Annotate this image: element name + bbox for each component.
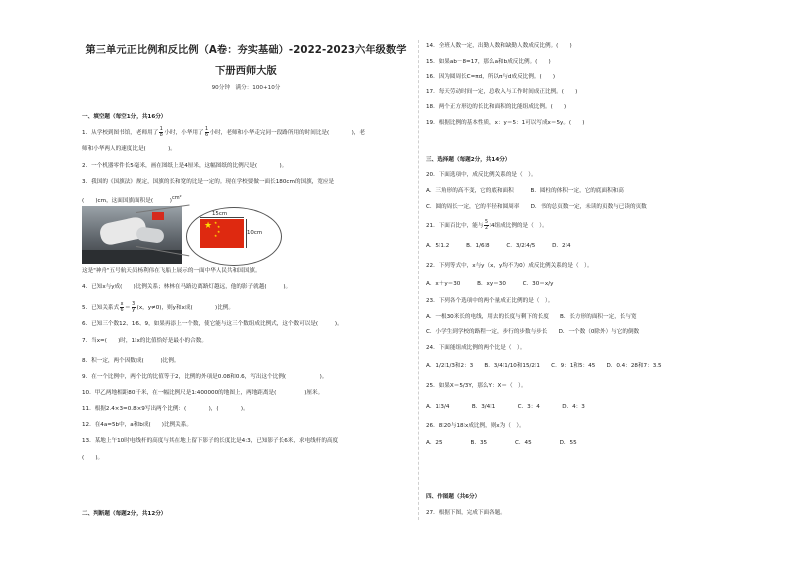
question-5: 5．已知关系式 $\frac{x}{6}$ ＝ $\frac{3}{y}$ (x，y≠0)，则y和x成( )比例。 (82, 302, 234, 313)
flag-width-label: 15cm (212, 211, 228, 217)
question-23-options-ab: A．一根30米长的电线，用去的长度与剩下的长度 B．长方形的面积一定，长与宽 (426, 314, 637, 320)
question-24: 24．下面能组成比例的两个比是（ ）。 (426, 345, 526, 351)
flag-height-label: 10cm (247, 230, 263, 236)
question-25-options: A．1∶3/4 B．3/4∶1 C．3：4 D．4：3 (426, 404, 585, 410)
section-draw-heading: 四、作图题（共6分） (426, 494, 481, 500)
denominator: 6 (120, 308, 124, 313)
question-24-options: A．1/2∶1/3和2：3 B．3/4∶1/10和15/2∶1 C．9：1和5：45 D．0.4：28和7：3.5 (426, 363, 662, 369)
question-6: 6．已知三个数12、16、9，如果再添上一个数，使它能与这三个数组成比例式，这个数可以是( )。 (82, 321, 343, 327)
question-1-line-2: 师和小华两人的速度比是( )。 (82, 146, 176, 152)
exam-info: 90分钟 满分：100+10分 (211, 85, 281, 91)
question-2: 2．一个机器零件长5毫米，画在图纸上是4厘米，这幅图纸的比例尺是( )。 (82, 163, 288, 169)
question-9: 9．在一个比例中，两个比的比值等于2，比例的外项是0.08和0.6，写出这个比例( )。 (82, 374, 328, 380)
numerator: 3 (132, 302, 136, 307)
denominator: 6 (205, 133, 209, 138)
q5-text-a: 5．已知关系式 (82, 305, 120, 311)
question-10: 10．甲乙两地相距80千米，在一幅比例尺是1:400000的地图上，两地距离是( )厘米。 (82, 390, 324, 396)
fraction (484, 220, 488, 231)
question-21 (426, 220, 548, 231)
question-20-options-cd: C．圆的周长一定，它的半径和圆周率 D．书的总页数一定，未读的页数与已读的页数 (426, 204, 647, 210)
figure-caption: 这是"神舟"五号航天员杨利伟在飞船上展示的一面中华人民共和国国旗。 (82, 268, 261, 274)
question-1-line-1 (82, 127, 365, 138)
question-14: 14．全班人数一定，出勤人数和缺勤人数成反比例。( ) (426, 43, 572, 49)
question-21-options: A．5∶1.2 B．1/6∶8 C．3/2∶4/5 D．2∶4 (426, 243, 571, 249)
denominator: 8 (159, 133, 163, 138)
q21-text-b: ∶4组成比例的是（ ）。 (489, 223, 548, 229)
width-dimension-line (200, 217, 244, 218)
question-15: 15．如果ab－8=17，那么a和b成反比例。( ) (426, 59, 551, 65)
question-23-options-cd: C．小学生到学校的路程一定，步行的步数与步长 D．一个数（0除外）与它的倒数 (426, 329, 640, 335)
section-judge-heading: 二、判断题（每题2分，共12分） (82, 511, 167, 517)
fraction (132, 302, 136, 313)
question-25: 25．如果X＝5/3Y，那么Y：X＝（ ）。 (426, 383, 527, 389)
fraction (120, 302, 124, 313)
question-4: 4．已知x与y成( )比例关系；林林在马路边离路灯越远，他的影子就越( )。 (82, 284, 292, 290)
question-26-options: A．25 B．35 C．45 D．55 (426, 440, 577, 446)
left-column (82, 0, 410, 562)
chinese-flag (200, 219, 244, 248)
unit-cm2: cm² (171, 195, 182, 201)
q5-text-b: ，则y和x成( )比例。 (161, 305, 234, 311)
column-divider (418, 40, 419, 520)
question-20: 20．下面选项中，成反比例关系的是（ ）。 (426, 172, 537, 178)
question-12: 12．在4a=5b中，a和b成( )比例关系。 (82, 422, 192, 428)
small-star-icon: ★ (214, 234, 218, 238)
question-13-line-2: ( )。 (82, 455, 104, 461)
question-19: 19．根据比例的基本性质，x：y＝5：1可以写成x＝5y。( ) (426, 120, 585, 126)
fraction (205, 127, 209, 138)
q1-text-c: 小时，老师和小华走完同一段路所用的时间比是( )，老 (209, 130, 365, 136)
question-26: 26．8∶20与18∶x成比例，则x为（ ）。 (426, 423, 525, 429)
question-8: 8．积一定，两个因数成( )比例。 (82, 358, 180, 364)
question-3-line-2 (82, 195, 182, 205)
section-fill-heading: 一、填空题（每空1分，共16分） (82, 114, 167, 120)
q1-text-a: 1．从学校到图书馆，老师用了 (82, 130, 159, 136)
numerator: 5 (484, 220, 489, 225)
q1-text-b: 小时，小华用了 (164, 130, 204, 136)
small-star-icon: ★ (214, 221, 218, 225)
page-title: 第三单元正比例和反比例（A卷：夯实基础）-2022-2023六年级数学下册西师大版 (85, 45, 407, 77)
question-17: 17．每天劳动时间一定，总收入与工作时间成正比例。( ) (426, 89, 578, 95)
denominator: 2 (484, 226, 489, 231)
astronaut-photo (82, 206, 182, 264)
question-27: 27．根据下图，完成下面各题。 (426, 510, 506, 516)
question-18: 18．两个正方形边的长比和面积的比能组成比例。( ) (426, 104, 567, 110)
section-choice-heading: 三、选择题（每题2分，共14分） (426, 157, 511, 163)
small-star-icon: ★ (217, 225, 221, 229)
big-star-icon: ★ (204, 221, 213, 231)
question-20-options-ab: A．三角形的高不变，它的底和面积 B．圆柱的体积一定，它的底面积和高 (426, 188, 624, 194)
question-23: 23．下列各个选项中的两个量成正比例的是（ ）。 (426, 298, 554, 304)
question-16: 16．因为圆周长C=πd，所以π与d成反比例。( ) (426, 74, 556, 80)
question-22: 22．下列等式中，x与y（x，y均不为0）成反比例关系的是（ ）。 (426, 263, 593, 269)
question-13-line-1: 13．某地上午10时电线杆的高度与其在地上留下影子的长度比是4:3，已知影子长6米，求电线杆的高度 (82, 438, 339, 444)
q21-text-a: 21．下面百比中，能与 (426, 223, 484, 229)
question-7: 7．当x=( )时，1∶x的比值恰好是最小的合数。 (82, 338, 207, 344)
q3-text: ( )cm，这面国旗面积是( ) (82, 197, 172, 204)
small-star-icon: ★ (217, 230, 221, 234)
numerator: 1 (159, 127, 163, 132)
denominator: y (132, 308, 136, 313)
small-flag (152, 212, 164, 220)
numerator: 1 (205, 127, 209, 132)
question-22-options: A．x＋y＝30 B．xy＝30 C．30＝x/y (426, 281, 554, 287)
question-11: 11．根据2.4×3=0.8×9写出两个比例：( )，( )。 (82, 406, 249, 412)
fraction (159, 127, 163, 138)
question-3-line-1: 3．我国的《国旗法》规定，国旗的长和宽的比是一定的。现在学校要做一面长180cm的国旗，宽应是 (82, 179, 335, 185)
numerator: x (120, 302, 124, 307)
